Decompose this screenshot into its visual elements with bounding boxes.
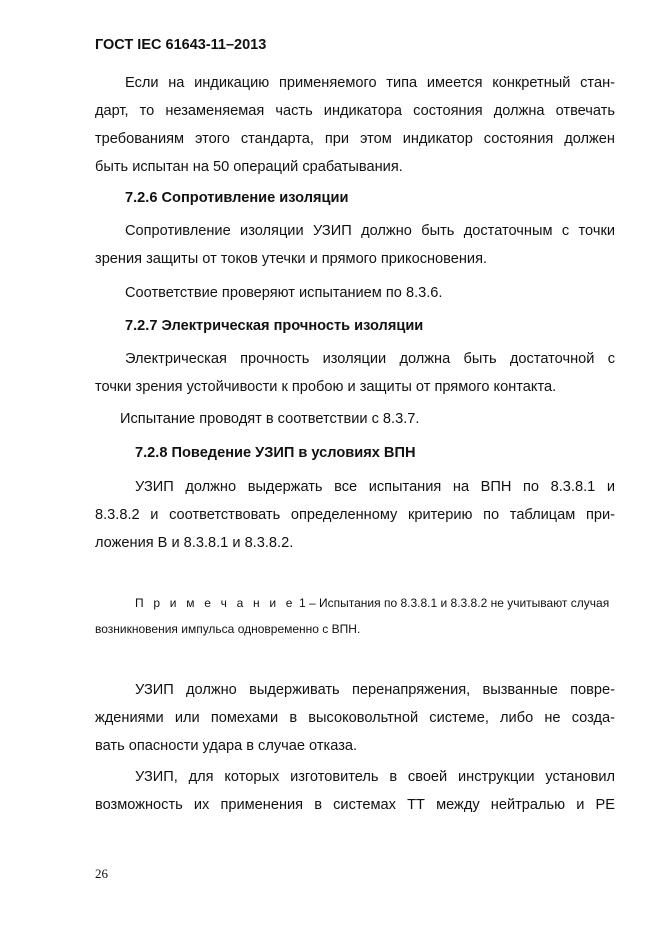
paragraph-tt-systems [95, 763, 615, 819]
section-heading-7-2-6: 7.2.6 Сопротивление изоляции [125, 190, 349, 206]
paragraph-compliance-8-3-6: Соответствие проверяют испытанием по 8.3.6. [125, 285, 443, 301]
text-line: зрения защиты от токов утечки и прямого прикосновения. [95, 251, 488, 267]
text-line: УЗИП должно выдерживать перенапряжения, вызванные повре- [135, 682, 615, 698]
text-line: Если на индикацию применяемого типа имеется конкретный стан- [125, 75, 615, 91]
paragraph-tov-tests [95, 473, 615, 557]
note-line: П р и м е ч а н и е 1 – Испытания по 8.3.8.1 и 8.3.8.2 не учитывают случая [135, 596, 610, 610]
paragraph-insulation-resistance [95, 217, 615, 273]
text-line: вать опасности удара в случае отказа. [95, 738, 358, 754]
text-line: УЗИП, для которых изготовитель в своей инструкции установил [135, 769, 615, 785]
note-block [95, 590, 615, 642]
section-heading-7-2-7: 7.2.7 Электрическая прочность изоляции [125, 318, 424, 334]
note-label: П р и м е ч а н и е [135, 596, 296, 610]
paragraph-overvoltage-withstand [95, 676, 615, 760]
document-header: ГОСТ IEC 61643-11–2013 [95, 37, 267, 53]
text-line: Электрическая прочность изоляции должна быть достаточной с [125, 351, 615, 367]
note-line: возникновения импульса одновременно с ВПН. [95, 622, 361, 636]
paragraph-dielectric-strength [95, 345, 615, 401]
paragraph-test-8-3-7: Испытание проводят в соответствии с 8.3.7. [120, 411, 420, 427]
text-line: ложения В и 8.3.8.1 и 8.3.8.2. [95, 535, 294, 551]
text-line: ждениями или помехами в высоковольтной системе, либо не созда- [95, 710, 615, 726]
page-number: 26 [95, 866, 108, 881]
text-line: УЗИП должно выдержать все испытания на ВПН по 8.3.8.1 и [135, 479, 615, 495]
text-line: точки зрения устойчивости к пробою и защиты от прямого контакта. [95, 379, 557, 395]
text-line: быть испытан на 50 операций срабатывания. [95, 159, 403, 175]
text-line: 8.3.8.2 и соответствовать определенному критерию по таблицам при- [95, 507, 615, 523]
text-line: требованиям этого стандарта, при этом индикатор состояния должен [95, 131, 615, 147]
text-line: дарт, то незаменяемая часть индикатора состояния должна отвечать [95, 103, 615, 119]
text-line: возможность их применения в системах ТТ между нейтралью и PE [95, 797, 615, 813]
section-heading-7-2-8: 7.2.8 Поведение УЗИП в условиях ВПН [135, 445, 416, 461]
text-line: Сопротивление изоляции УЗИП должно быть достаточным с точки [125, 223, 615, 239]
paragraph-indicator-standard [95, 69, 615, 181]
